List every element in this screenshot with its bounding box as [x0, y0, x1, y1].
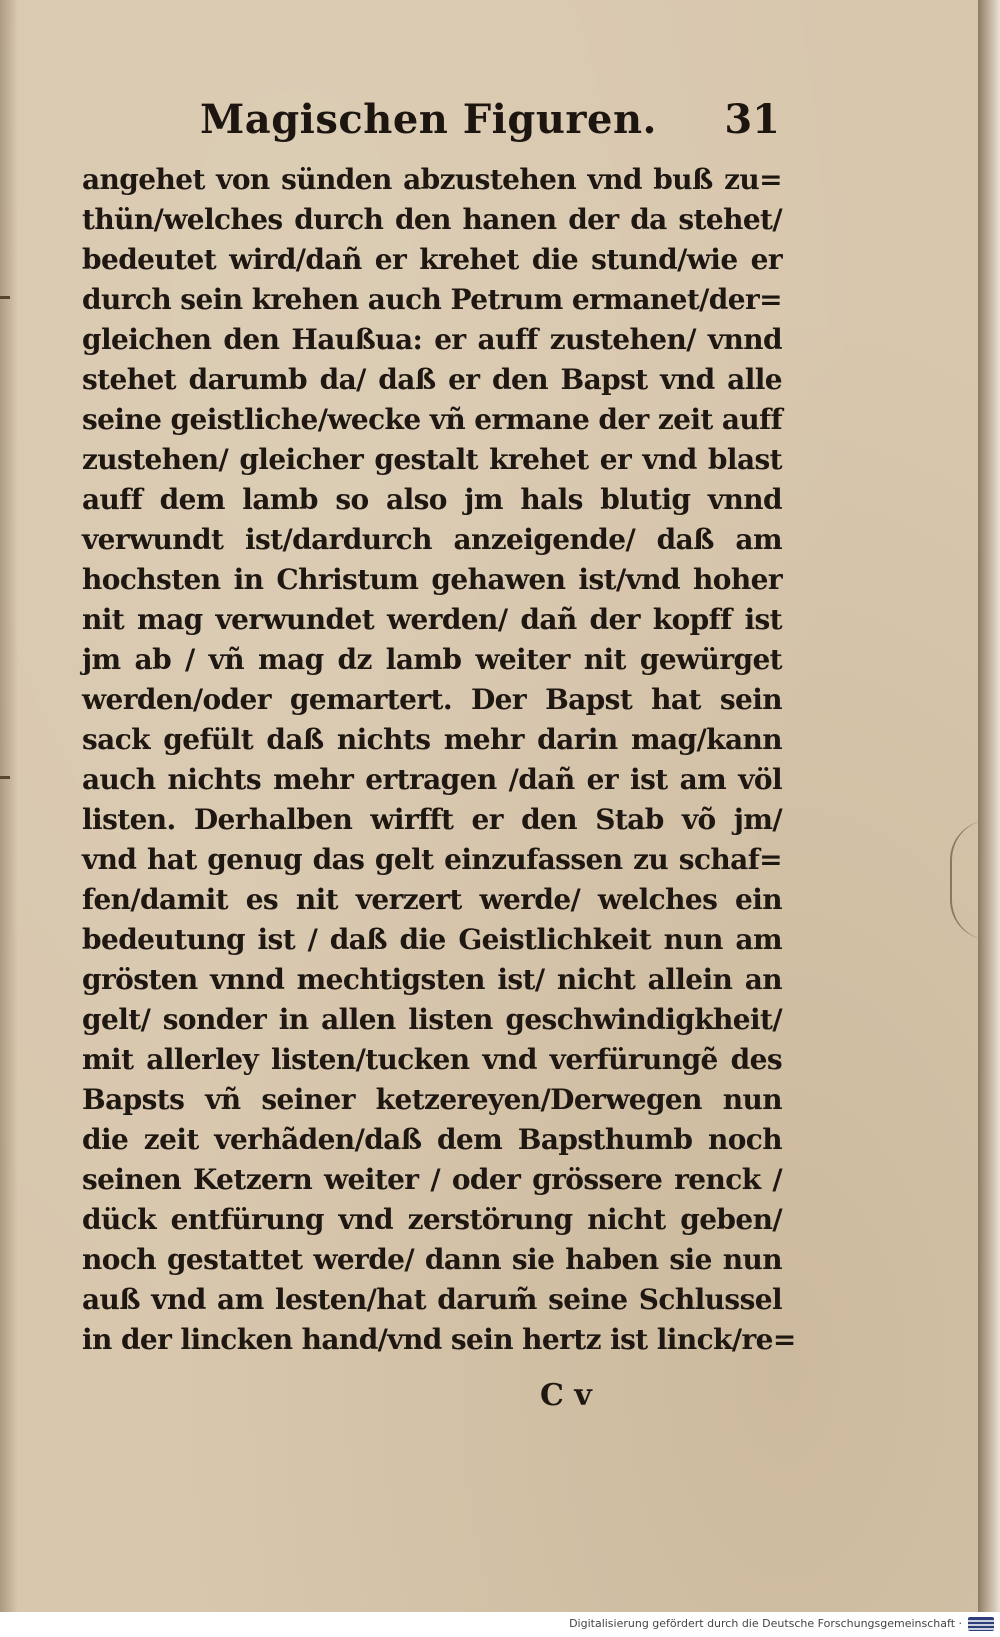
signature-mark: C v [540, 1378, 592, 1413]
page-number: 31 [724, 96, 780, 143]
text-line: die zeit verhãden/daß dem Bapsthumb noch [82, 1123, 782, 1156]
text-line: auff dem lamb so also jm hals blutig vnnd [82, 483, 782, 516]
text-line: stehet darumb da/ daß er den Bapst vnd alle [82, 363, 782, 396]
text-line: bedeutet wird/dañ er krehet die stund/wie er [82, 243, 782, 276]
text-line: grösten vnnd mechtigsten ist/ nicht allein an [82, 963, 782, 996]
dfg-logo-icon [968, 1617, 994, 1631]
text-line: noch gestattet werde/ dann sie haben sie nun [82, 1243, 782, 1276]
text-line: zustehen/ gleicher gestalt krehet er vnd blast [82, 443, 782, 476]
text-line: angehet von sünden abzustehen vnd buß zu= [82, 163, 782, 196]
text-line: fen/damit es nit verzert werde/ welches ein [82, 883, 782, 916]
binding-mark-bottom [0, 776, 10, 779]
text-line: bedeutung ist / daß die Geistlichkeit nun am [82, 923, 782, 956]
binding-mark-top [0, 296, 10, 299]
body-text [82, 160, 796, 1360]
text-line: Bapsts vñ seiner ketzereyen/Derwegen nun [82, 1083, 782, 1116]
text-line: in der lincken hand/vnd sein hertz ist linck/re= [82, 1323, 796, 1356]
text-line: hochsten in Christum gehawen ist/vnd hoher [82, 563, 782, 596]
text-line: jm ab / vñ mag dz lamb weiter nit gewürget [82, 643, 782, 676]
text-line: dück entfürung vnd zerstörung nicht geben/ [82, 1203, 782, 1236]
text-line: werden/oder gemartert. Der Bapst hat sein [82, 683, 782, 716]
text-line: auch nichts mehr ertragen /dañ er ist am völ [82, 763, 782, 796]
text-line: durch sein krehen auch Petrum ermanet/der= [82, 283, 782, 316]
text-line: mit allerley listen/tucken vnd verfürungẽ des [82, 1043, 782, 1076]
text-line: seine geistliche/wecke vñ ermane der zeit auff [82, 403, 783, 436]
text-line: nit mag verwundet werden/ dañ der kopff ist [82, 603, 782, 636]
text-line: listen. Derhalben wirfft er den Stab võ jm/ [82, 803, 782, 836]
book-edge [978, 0, 1000, 1612]
gutter-shadow [0, 0, 18, 1612]
text-line: thün/welches durch den hanen der da stehet/ [82, 203, 782, 236]
text-line: vnd hat genug das gelt einzufassen zu schaf= [82, 843, 782, 876]
text-line: gleichen den Haußua: er auff zustehen/ vnnd [82, 323, 782, 356]
running-title: Magischen Figuren. [200, 96, 657, 143]
text-line: sack gefült daß nichts mehr darin mag/kann [82, 723, 782, 756]
running-head [200, 96, 780, 156]
footer-credit: Digitalisierung gefördert durch die Deutsche Forschungsgemeinschaft · [569, 1617, 962, 1630]
text-line: verwundt ist/dardurch anzeigende/ daß am [82, 523, 782, 556]
text-line: seinen Ketzern weiter / oder grössere renck / [82, 1163, 782, 1196]
digitization-footer [0, 1612, 1000, 1637]
text-line: auß vnd am lesten/hat darum̃ seine Schlussel [82, 1283, 782, 1316]
text-line: gelt/ sonder in allen listen geschwindigkheit/ [82, 1003, 782, 1036]
